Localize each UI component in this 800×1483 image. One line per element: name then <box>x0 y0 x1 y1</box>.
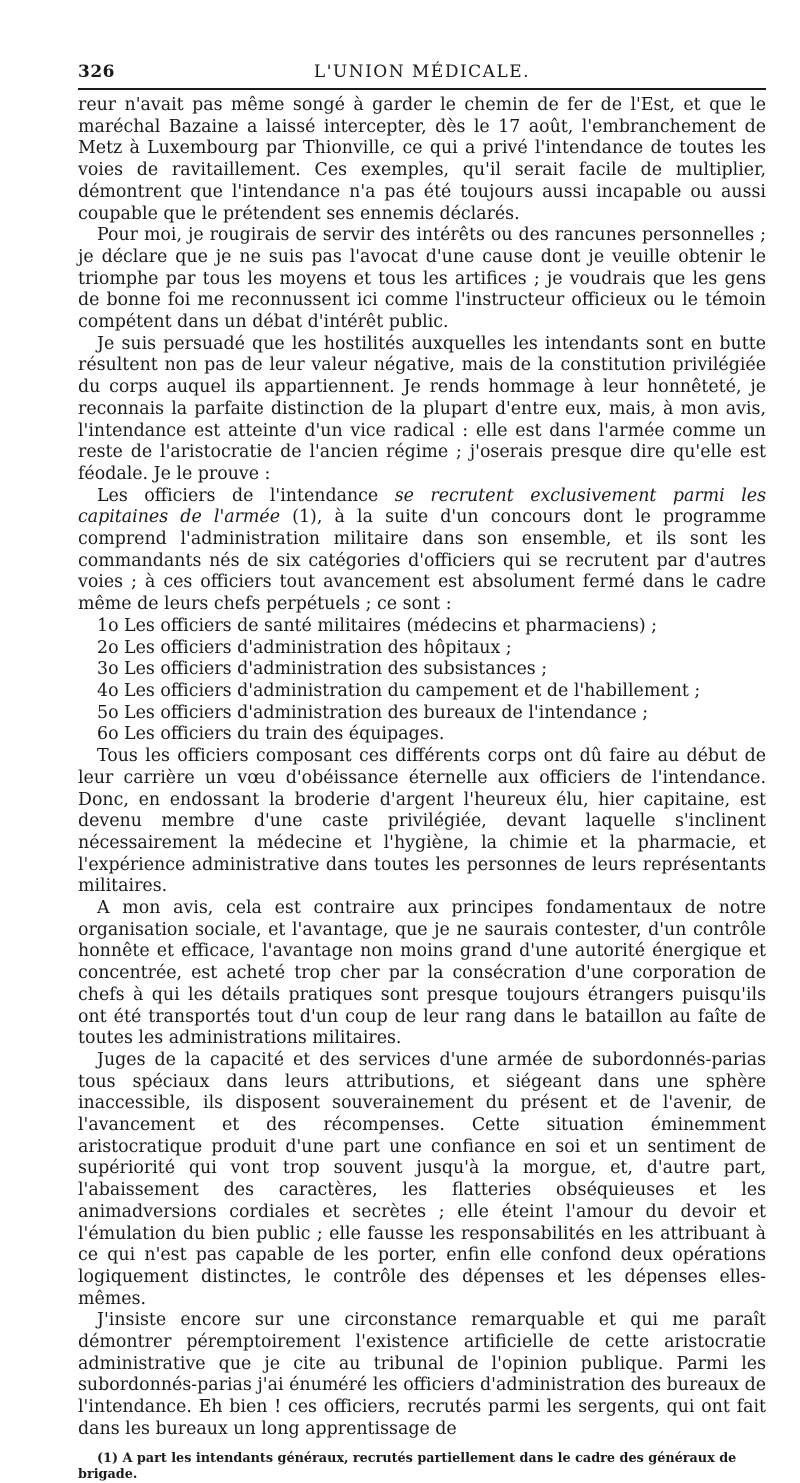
paragraph: Tous les officiers composant ces différents corps ont dû faire au début de leur carrière un vœu d'obéissance éternelle aux officiers de l'intendance. Donc, en endossant la broderie d'argent l'heureux élu, hier capitaine, est devenu membre d'une caste privilégiée, devant laquelle s'inclinent nécessairement la médecine et l'hygiène, la chimie et la pharmacie, et l'expérience administrative dans toutes les personnes de leurs représentants militaires. <box>78 746 766 897</box>
list-item: 1o Les officiers de santé militaires (médecins et pharmaciens) ; <box>97 615 658 636</box>
paragraph: A mon avis, cela est contraire aux principes fondamentaux de notre organisation sociale, et l'avantage, que je ne saurais contester, d'un contrôle honnête et efficace, l'avantage non moins grand d'une autorité énergique et concentrée, est acheté trop cher par la consécration d'une corporation de chefs à qui les détails pratiques sont presque toujours étrangers puisqu'ils ont été transportés tout d'un coup de leur rang dans le bataillon au faîte de toutes les administrations militaires. <box>78 898 766 1049</box>
paragraph <box>78 486 766 616</box>
header-rule <box>78 88 766 90</box>
list-item: 6o Les officiers du train des équipages. <box>97 724 445 745</box>
article-body <box>78 95 766 1441</box>
paragraph: Je suis persuadé que les hostilités auxquelles les intendants sont en butte résultent non pas de leur valeur négative, mais de la constitution privilégiée du corps auquel ils appartiennent. Je rends hommage à leur honnêteté, je reconnais la parfaite distinction de la plupart d'entre eux, mais, à mon avis, l'intendance est atteinte d'un vice radical : elle est dans l'armée comme un reste de l'aristocratie de l'ancien régime ; j'oserais presque dire qu'elle est féodale. Je le prouve : <box>78 333 766 484</box>
paragraph: reur n'avait pas même songé à garder le chemin de fer de l'Est, et que le maréchal Bazaine a laissé intercepter, dès le 17 août, l'embranchement de Metz à Luxembourg par Thionville, ce qui a privé l'intendance de toutes les voies de ravitaillement. Ces exemples, qu'il serait facile de multiplier, démontrent que l'intendance n'a pas été toujours aussi incapable ou aussi coupable que le prétendent ses ennemis déclarés. <box>78 95 766 224</box>
page-number: 326 <box>78 62 115 82</box>
footnote: (1) A part les intendants généraux, recrutés partiellement dans le cadre des généraux de brigade. <box>78 1450 737 1482</box>
paragraph-text: Les officiers de l'intendance <box>97 485 395 506</box>
running-header <box>78 54 766 88</box>
list-item: 3o Les officiers d'administration des subsistances ; <box>97 659 548 680</box>
emphasis-text: se recrutent exclusivement parmi les capitaines de l'armée <box>78 485 766 528</box>
paragraph: J'insiste encore sur une circonstance remarquable et qui me paraît démontrer péremptoirement l'existence artificielle de cette aristocratie administrative que je cite au tribunal de l'opinion publique. Parmi les subordonnés-parias j'ai énuméré les officiers d'administration des bureaux de l'intendance. Eh bien ! ces officiers, recrutés parmi les sergents, qui ont fait dans les bureaux un long apprentissage de <box>78 1310 766 1439</box>
list-item: 2o Les officiers d'administration des hôpitaux ; <box>97 637 512 658</box>
paragraph: Juges de la capacité et des services d'une armée de subordonnés-parias tous spéciaux dans leurs attributions, et siégeant dans une sphère inaccessible, ils disposent souverainement du présent et de l'avenir, de l'avancement et des récompenses. Cette situation éminemment aristocratique produit d'une part une confiance en soi et un sentiment de supériorité qui vont trop souvent jusqu'à la morgue, et, d'autre part, l'abaissement des caractères, les flatteries obséquieuses et les animadversions cordiales et secrètes ; elle éteint l'amour du devoir et l'émulation du bien public ; elle fausse les responsabilités en les attribuant à ce qui n'est pas capable de les porter, enfin elle confond deux opérations logiquement distinctes, le contrôle des dépenses et les dépenses elles-mêmes. <box>78 1049 766 1309</box>
list-item: 5o Les officiers d'administration des bureaux de l'intendance ; <box>97 702 649 723</box>
running-title: L'UNION MÉDICALE. <box>313 62 531 82</box>
paragraph: Pour moi, je rougirais de servir des intérêts ou des rancunes personnelles ; je déclare que je ne suis pas l'avocat d'une cause dont je veuille obtenir le triomphe par tous les moyens et tous les artifices ; je voudrais que les gens de bonne foi me reconnussent ici comme l'instructeur officieux ou le témoin compétent dans un débat d'intérêt public. <box>78 225 766 333</box>
list-item: 4o Les officiers d'administration du campement et de l'habillement ; <box>97 680 701 701</box>
paragraph-text: (1), à la suite d'un concours dont le programme comprend l'administration militaire dans son ensemble, et ils sont les commandants nés de six catégories d'officiers qui se recrutent par d'autres voies ; à ces officiers tout avancement est absolument fermé dans le cadre même de leurs chefs perpétuels ; ce sont : <box>78 507 767 615</box>
